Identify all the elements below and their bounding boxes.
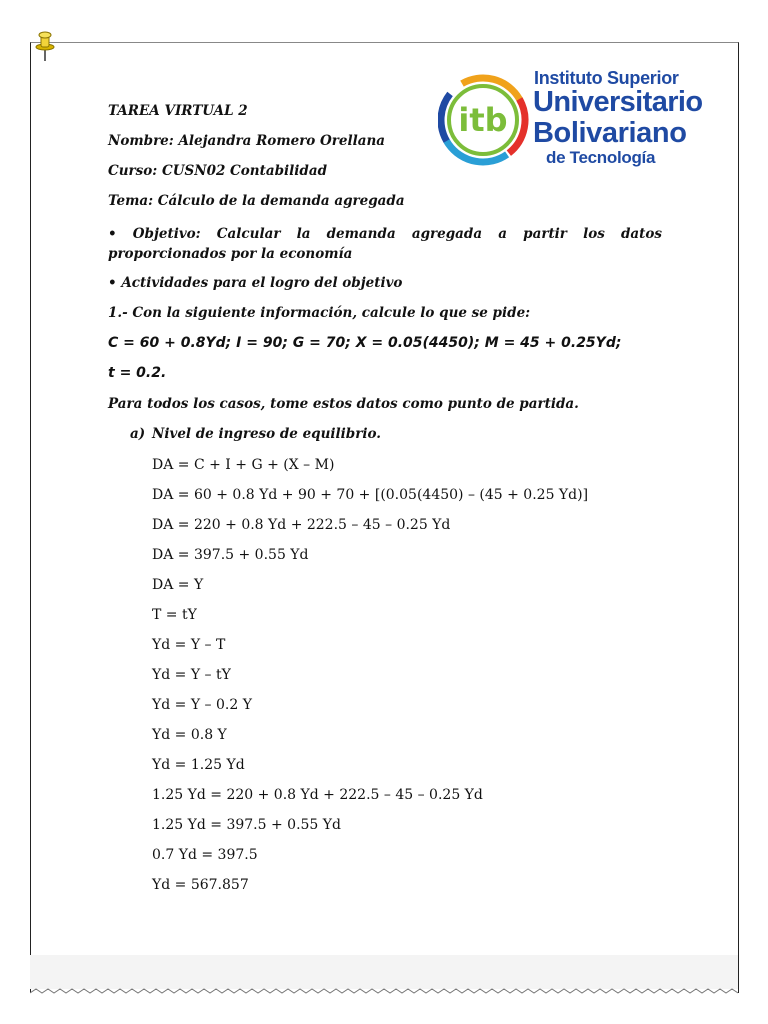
- logo-line-4: de Tecnología: [546, 148, 656, 167]
- torn-page-edge: [30, 955, 738, 1000]
- itb-emblem-icon: [438, 68, 530, 172]
- subsection-a: [130, 426, 381, 442]
- equation-line: T = tY: [152, 607, 197, 623]
- question-heading: 1.- Con la siguiente información, calcule lo que se pide:: [108, 305, 531, 321]
- equation-line: Yd = Y – tY: [152, 667, 231, 683]
- logo-line-3: Bolivariano: [533, 117, 687, 149]
- institution-logo: [438, 68, 706, 172]
- equation-line: Yd = 567.857: [152, 877, 249, 893]
- subsection-text: Nivel de ingreso de equilibrio.: [152, 426, 381, 442]
- equation-line: DA = 220 + 0.8 Yd + 222.5 – 45 – 0.25 Yd: [152, 517, 451, 533]
- logo-line-2: Universitario: [533, 86, 703, 118]
- equation-line: 1.25 Yd = 397.5 + 0.55 Yd: [152, 817, 341, 833]
- given-data-line-2: t = 0.2.: [108, 365, 167, 381]
- student-name: Nombre: Alejandra Romero Orellana: [108, 133, 386, 149]
- course-line: Curso: CUSN02 Contabilidad: [108, 163, 328, 179]
- equation-line: 0.7 Yd = 397.5: [152, 847, 258, 863]
- equation-line: Yd = Y – T: [152, 637, 226, 653]
- topic-line: Tema: Cálculo de la demanda agregada: [108, 193, 405, 209]
- equation-line: DA = Y: [152, 577, 204, 593]
- logo-line-1: Instituto Superior: [534, 68, 679, 88]
- itb-emblem-text: itb: [458, 101, 508, 139]
- document-title: TAREA VIRTUAL 2: [108, 103, 248, 119]
- pushpin-icon: [34, 30, 56, 62]
- equation-line: DA = 60 + 0.8 Yd + 90 + 70 + [(0.05(4450) – (45 + 0.25 Yd)]: [152, 487, 589, 503]
- equation-line: 1.25 Yd = 220 + 0.8 Yd + 222.5 – 45 – 0.25 Yd: [152, 787, 483, 803]
- equation-line: DA = C + I + G + (X – M): [152, 457, 335, 473]
- activities-heading: • Actividades para el logro del objetivo: [108, 275, 403, 291]
- equation-line: Yd = 0.8 Y: [152, 727, 227, 743]
- objective-paragraph: • Objetivo: Calcular la demanda agregada a partir los datos proporcionados por la economía: [108, 226, 662, 262]
- equation-line: Yd = Y – 0.2 Y: [152, 697, 252, 713]
- subsection-marker: a): [130, 426, 146, 442]
- instruction-line: Para todos los casos, tome estos datos como punto de partida.: [108, 396, 579, 412]
- equation-line: DA = 397.5 + 0.55 Yd: [152, 547, 309, 563]
- given-data-line-1: C = 60 + 0.8Yd; I = 90; G = 70; X = 0.05(4450); M = 45 + 0.25Yd;: [108, 335, 622, 351]
- equation-line: Yd = 1.25 Yd: [152, 757, 245, 773]
